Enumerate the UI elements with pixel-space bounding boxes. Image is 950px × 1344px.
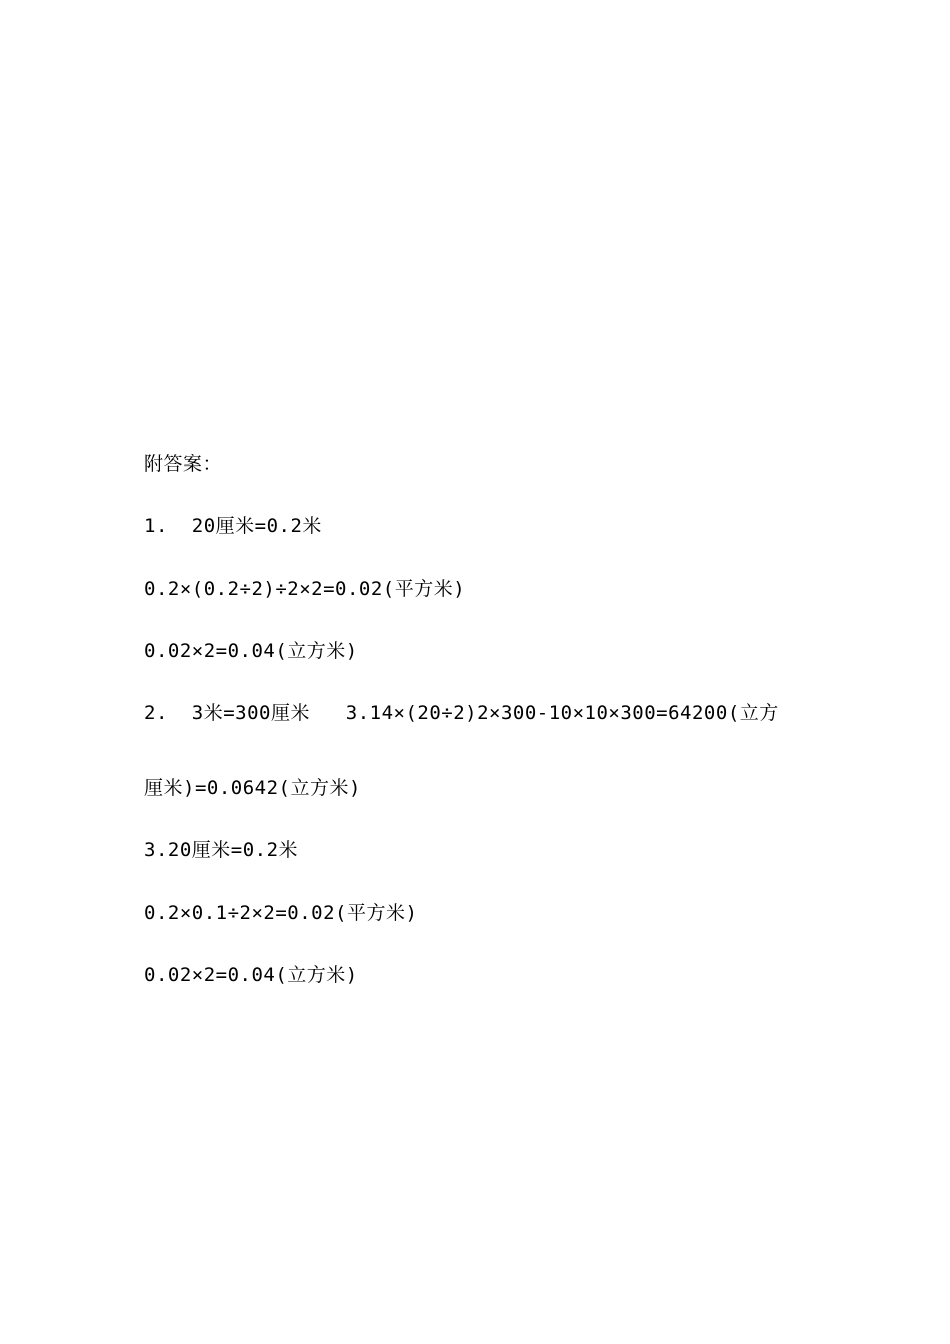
- answer-line: 3.20厘米=0.2米: [144, 839, 299, 861]
- answer-line: 2. 3米=300厘米 3.14×(20÷2)2×300-10×10×300=64200(立方: [144, 702, 779, 724]
- answer-line: 0.2×0.1÷2×2=0.02(平方米): [144, 902, 418, 924]
- answer-line: 0.02×2=0.04(立方米): [144, 964, 358, 986]
- answer-line: 厘米)=0.0642(立方米): [144, 777, 361, 799]
- answer-heading: 附答案：: [144, 453, 223, 475]
- answer-line: 0.02×2=0.04(立方米): [144, 640, 358, 662]
- answer-line: 1. 20厘米=0.2米: [144, 515, 322, 537]
- answer-line: 0.2×(0.2÷2)÷2×2=0.02(平方米): [144, 578, 466, 600]
